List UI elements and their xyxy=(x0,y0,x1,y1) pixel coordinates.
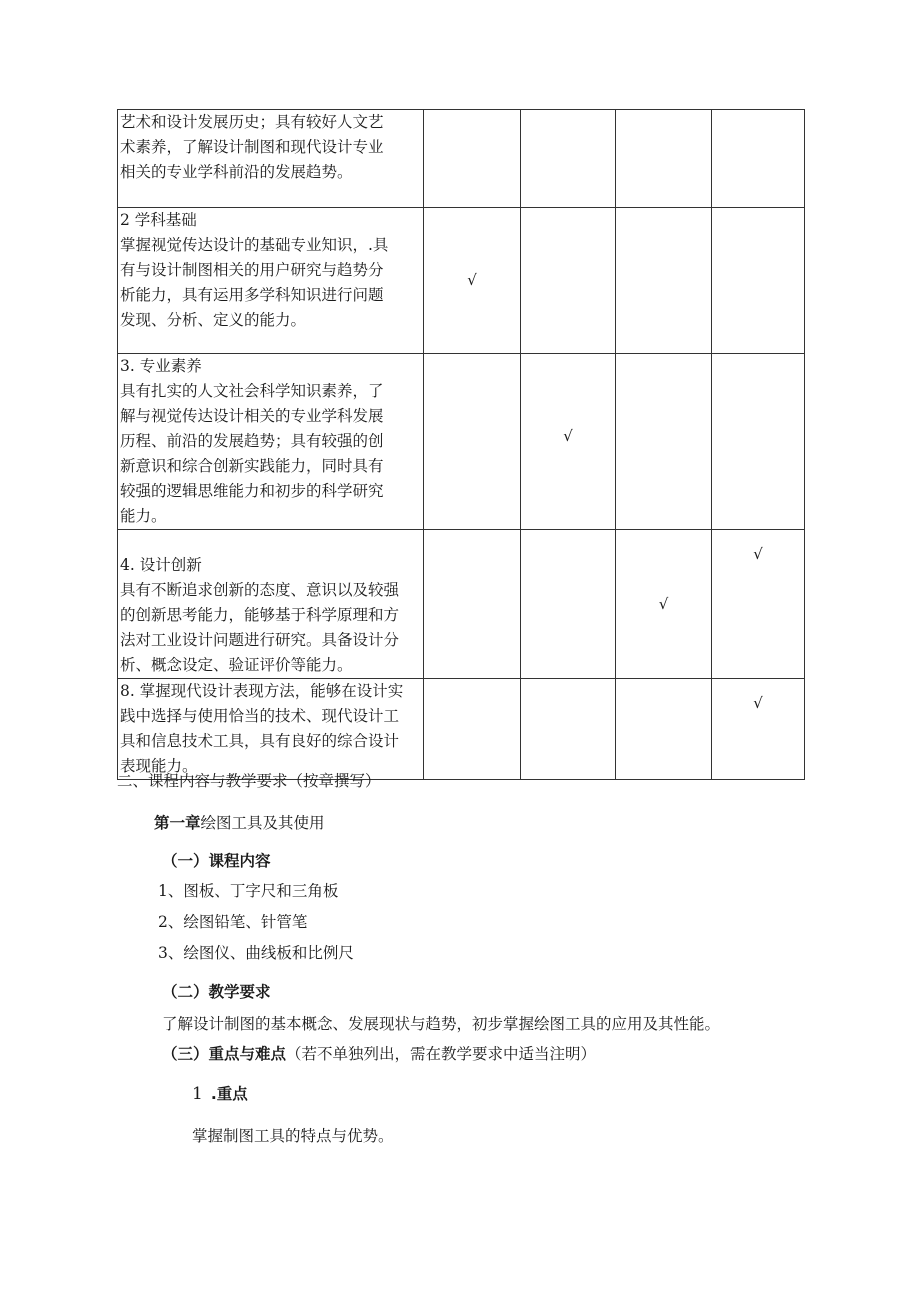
section-title: 二、课程内容与教学要求（按章撰写） xyxy=(117,772,381,790)
table-row xyxy=(118,530,805,679)
key-points-heading xyxy=(162,1044,596,1064)
check-cell xyxy=(424,110,521,208)
table-row xyxy=(118,354,805,530)
key-point-subheading xyxy=(192,1084,248,1104)
check-cell xyxy=(712,679,805,780)
check-cell xyxy=(424,208,521,354)
check-mark: √ xyxy=(753,545,763,563)
check-cell xyxy=(521,679,616,780)
requirements-heading: （二）教学要求 xyxy=(162,983,271,1001)
check-cell xyxy=(712,110,805,208)
key-point-text: 掌握制图工具的特点与优势。 xyxy=(192,1127,394,1145)
check-cell xyxy=(424,530,521,679)
competency-description: 2 学科基础 掌握视觉传达设计的基础专业知识，.具 有与设计制图相关的用户研究与趋势分 析能力，具有运用多学科知识进行问题 发现、分析、定义的能力。 xyxy=(118,208,424,354)
key-points-note: （若不单独列出，需在教学要求中适当注明） xyxy=(286,1045,597,1063)
competency-description: 3. 专业素养 具有扎实的人文社会科学知识素养，了 解与视觉传达设计相关的专业学科发展 历程、前沿的发展趋势；具有较强的创 新意识和综合创新实践能力，同时具有 较强的逻辑思维能力和初步的科学研究 能力。 xyxy=(118,354,424,530)
content-heading: （一）课程内容 xyxy=(162,852,271,870)
check-mark: √ xyxy=(753,694,763,712)
check-cell xyxy=(521,208,616,354)
check-cell xyxy=(521,354,616,530)
check-cell xyxy=(424,679,521,780)
content-item: 2、绘图铅笔、针管笔 xyxy=(158,913,308,931)
competency-matrix-table xyxy=(117,109,805,780)
check-cell xyxy=(521,530,616,679)
check-cell xyxy=(616,530,712,679)
check-cell xyxy=(712,530,805,679)
chapter-heading xyxy=(154,813,325,833)
table-row xyxy=(118,679,805,780)
competency-description: 艺术和设计发展历史；具有较好人文艺 术素养，了解设计制图和现代设计专业 相关的专业学科前沿的发展趋势。 xyxy=(118,110,424,208)
chapter-number: 第一章 xyxy=(154,814,201,832)
check-cell xyxy=(424,354,521,530)
content-item: 1、图板、丁字尺和三角板 xyxy=(158,882,339,900)
check-cell xyxy=(616,208,712,354)
competency-description: 4. 设计创新 具有不断追求创新的态度、意识以及较强 的创新思考能力，能够基于科学原理和方 法对工业设计问题进行研究。具备设计分 析、概念设定、验证评价等能力。 xyxy=(118,530,424,679)
check-cell xyxy=(616,679,712,780)
key-points-title: （三）重点与难点 xyxy=(162,1045,287,1063)
table-row xyxy=(118,208,805,354)
check-cell xyxy=(521,110,616,208)
check-mark: √ xyxy=(658,594,669,613)
check-mark: √ xyxy=(467,271,477,289)
check-mark: √ xyxy=(563,427,573,445)
check-cell xyxy=(712,354,805,530)
competency-description: 8. 掌握现代设计表现方法，能够在设计实 践中选择与使用恰当的技术、现代设计工 具和信息技术工具，具有良好的综合设计 表现能力。 xyxy=(118,679,424,780)
key-point-number: 1 xyxy=(192,1084,203,1104)
check-cell xyxy=(616,354,712,530)
chapter-title: 绘图工具及其使用 xyxy=(200,814,325,832)
key-point-label: .重点 xyxy=(210,1085,248,1103)
requirements-text: 了解设计制图的基本概念、发展现状与趋势，初步掌握绘图工具的应用及其性能。 xyxy=(162,1015,721,1033)
check-cell xyxy=(712,208,805,354)
check-cell xyxy=(616,110,712,208)
table-row xyxy=(118,110,805,208)
content-item: 3、绘图仪、曲线板和比例尺 xyxy=(158,944,354,962)
